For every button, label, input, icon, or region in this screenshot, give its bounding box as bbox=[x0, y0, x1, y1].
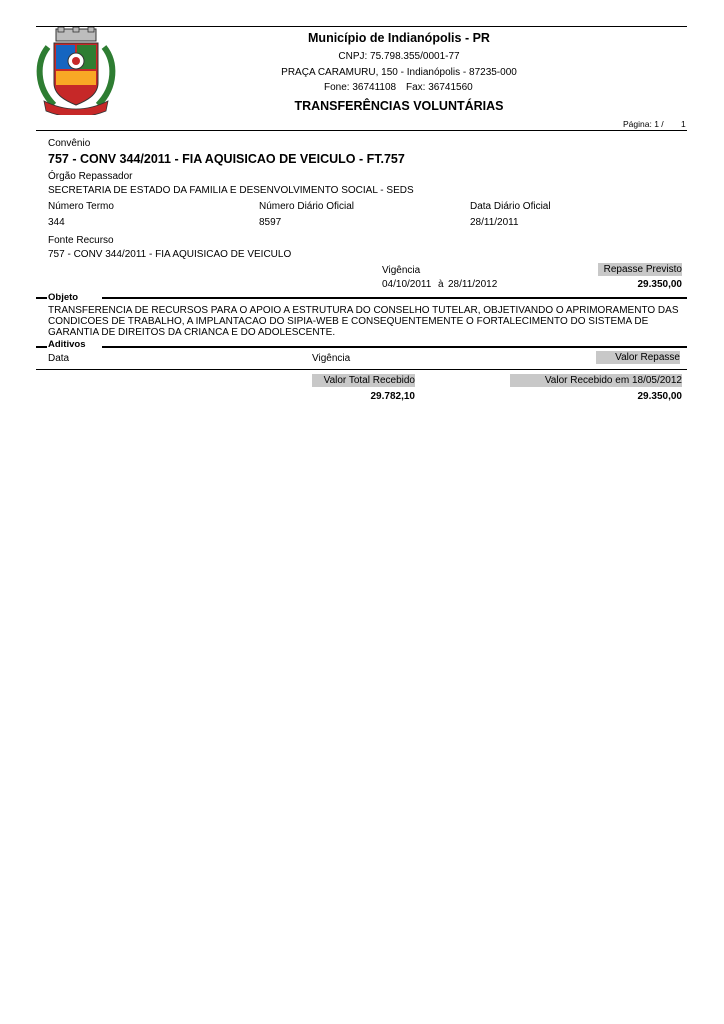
aditivos-col-data: Data bbox=[48, 353, 70, 364]
fonte-value: 757 - CONV 344/2011 - FIA AQUISICAO DE VEICULO bbox=[48, 249, 292, 260]
aditivos-rule-left bbox=[36, 346, 47, 348]
valor-recebido-value: 29.350,00 bbox=[637, 391, 682, 402]
convenio-title: 757 - CONV 344/2011 - FIA AQUISICAO DE VEICULO - FT.757 bbox=[48, 152, 405, 166]
aditivos-bottom-rule bbox=[36, 369, 687, 370]
objeto-rule-left bbox=[36, 297, 47, 299]
fonte-label: Fonte Recurso bbox=[48, 235, 114, 246]
orgao-value: SECRETARIA DE ESTADO DA FAMILIA E DESENVOLVIMENTO SOCIAL - SEDS bbox=[48, 185, 414, 196]
repasse-previsto-value: 29.350,00 bbox=[637, 279, 682, 290]
coat-of-arms-icon bbox=[34, 27, 118, 115]
valor-total-value: 29.782,10 bbox=[370, 391, 415, 402]
data-diario-label: Data Diário Oficial bbox=[470, 201, 551, 212]
objeto-text: TRANSFERENCIA DE RECURSOS PARA O APOIO A ESTRUTURA DO CONSELHO TUTELAR, OBJETIVANDO O APRIMORAMENTO DAS CONDICOES DE TRABALHO, A IMPLANTACAO DO SIPIA-WEB E CONSEQUENTEMENTE O FORTALECIMENTO DO SISTEMA DE GARANTIA DE DIREITOS DA CRIANCA E DO ADOLESCENTE. bbox=[48, 305, 679, 338]
fax-text: Fax: 36741560 bbox=[406, 82, 473, 93]
vigencia-end: 28/11/2012 bbox=[448, 279, 498, 290]
objeto-label: Objeto bbox=[48, 292, 79, 303]
aditivos-col-vigencia: Vigência bbox=[312, 353, 351, 364]
data-diario-value: 28/11/2011 bbox=[470, 217, 519, 228]
phone-text: Fone: 36741108 bbox=[324, 82, 397, 93]
vigencia-start: 04/10/2011 bbox=[382, 279, 432, 290]
convenio-label: Convênio bbox=[48, 138, 91, 149]
aditivos-col-valor-repasse: Valor Repasse bbox=[596, 351, 680, 364]
numero-termo-label: Número Termo bbox=[48, 201, 114, 212]
vigencia-separator: à bbox=[438, 279, 444, 290]
valor-total-label: Valor Total Recebido bbox=[312, 374, 415, 387]
page-label: Página: 1 / bbox=[623, 119, 664, 129]
aditivos-label: Aditivos bbox=[48, 339, 86, 350]
aditivos-rule-right bbox=[102, 346, 687, 348]
valor-recebido-label: Valor Recebido em 18/05/2012 bbox=[510, 374, 682, 387]
vigencia-label: Vigência bbox=[382, 265, 421, 276]
numero-diario-value: 8597 bbox=[259, 217, 282, 228]
numero-diario-label: Número Diário Oficial bbox=[259, 201, 355, 212]
objeto-rule-right bbox=[102, 297, 687, 299]
repasse-previsto-label: Repasse Previsto bbox=[598, 263, 682, 276]
cnpj-text: CNPJ: 75.798.355/0001-77 bbox=[338, 51, 460, 62]
header-top-rule bbox=[36, 26, 687, 27]
municipality-title: Município de Indianópolis - PR bbox=[308, 31, 490, 45]
report-title: TRANSFERÊNCIAS VOLUNTÁRIAS bbox=[294, 99, 504, 113]
header-bottom-rule bbox=[36, 130, 687, 131]
page-total: 1 bbox=[681, 119, 686, 129]
orgao-label: Órgão Repassador bbox=[48, 171, 133, 182]
numero-termo-value: 344 bbox=[48, 217, 65, 228]
address-text: PRAÇA CARAMURU, 150 - Indianópolis - 87235-000 bbox=[281, 67, 517, 78]
